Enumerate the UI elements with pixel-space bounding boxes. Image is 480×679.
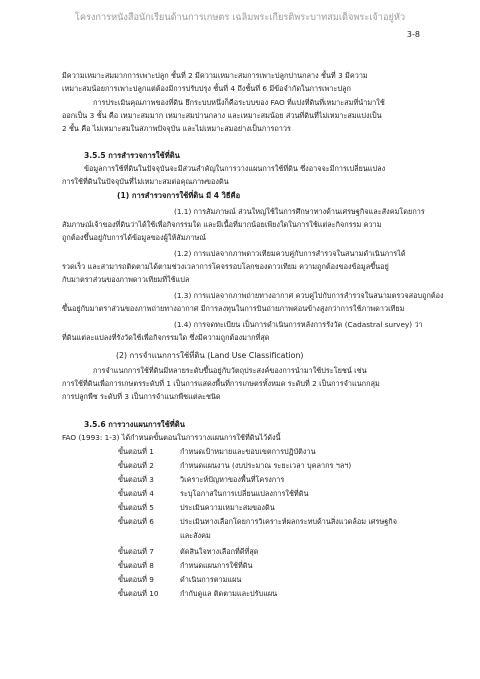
step-text: ดำเนินการตามแผน	[180, 575, 242, 584]
body-line: 2 ชั้น คือ ไม่เหมาะสมในสภาพปัจจุบัน และไม่เหมาะสมอย่างเป็นการถาวร	[62, 124, 291, 133]
body-line: FAO (1993: 1-3) ได้กำหนดขั้นตอนในการวางแผนการใช้ที่ดินไว้ดังนี้	[62, 433, 281, 442]
step-text: กำกับดูแล ติดตามและปรับแผน	[180, 589, 278, 598]
step-label: ขั้นตอนที่ 9	[118, 575, 154, 584]
body-line: สัมภาษณ์เจ้าของที่ดินว่าได้ใช้เพื่อกิจกรรมใด และมีเนื้อที่มากน้อยเพียงใดในการใช้แต่ละกิจกรรม ความ	[62, 220, 382, 229]
body-line: การใช้ที่ดินในปัจจุบันที่ไม่เหมาะสมต่อคุณภาพของดิน	[62, 177, 229, 186]
body-line: ข้อมูลการใช้ที่ดินในปัจจุบันจะมีส่วนสำคัญในการวางแผนการใช้ที่ดิน ซึ่งอาจจะมีการเปลี่ยนแปลง	[84, 164, 386, 173]
step-label: ขั้นตอนที่ 7	[118, 547, 154, 556]
body-line: เหมาะสมน้อยการเพาะปลูกแต่ต้องมีการปรับปรุง ชั้นที่ 4 ถึงชั้นที่ 6 มีข้อจำกัดในการเพาะปลูก	[62, 84, 351, 93]
step-text: วิเคราะห์ปัญหาของพื้นที่โครงการ	[180, 475, 285, 484]
step-text: กำหนดเป้าหมายและขอบเขตการปฏิบัติงาน	[180, 447, 316, 456]
body-line: การประเมินคุณภาพของที่ดิน ยึกระบบหนึ่งก็คือระบบของ FAO ที่แบ่งที่ดินที่เหมาะสมที่นำมาใช้	[93, 98, 385, 107]
body-line: รวดเร็ว และสามารถติดตามได้ตามช่วงเวลาการโคจรรอบโลกของดาวเทียม ความถูกต้องของข้อมูลขึ้นอยู่	[62, 262, 389, 271]
body-line: (1.2) การแปลจากภาพดาวเทียมควบคู่กับการสำรวจในสนามดำเนินการได้	[174, 249, 406, 258]
body-line: ออกเป็น 3 ชั้น คือ เหมาะสมมาก เหมาะสมปานกลาง และเหมาะสมน้อย ส่วนที่ดินที่ไม่เหมาะสมแบ่งเป็น	[62, 111, 382, 120]
body-line: กับมาตราส่วนของภาพดาวเทียมที่ใช้แปล	[62, 275, 190, 284]
step-label: ขั้นตอนที่ 5	[118, 503, 154, 512]
step-label: ขั้นตอนที่ 3	[118, 475, 154, 484]
step-label: ขั้นตอนที่ 8	[118, 561, 154, 570]
step-text: ประเมินความเหมาะสมของดิน	[180, 503, 275, 512]
step-text: กำหนดแผนงาน (งบประมาณ ระยะเวลา บุคลากร ฯลฯ)	[180, 461, 352, 470]
step-label: ขั้นตอนที่ 1	[118, 447, 154, 456]
subsection-heading: (2) การจำแนกการใช้ที่ดิน (Land Use Classification)	[116, 351, 304, 360]
body-line: (1.1) การสัมภาษณ์ ส่วนใหญ่ใช้ในการศึกษาทางด้านเศรษฐกิจและสังคมโดยการ	[174, 207, 425, 216]
running-header-title: โครงการหนังสือนักเรียนด้านการเกษตร เฉลิมพระเกียรติพระบาทสมเด็จพระเจ้าอยู่หัว	[74, 12, 406, 23]
body-line: การจำแนกการใช้ที่ดินมีหลายระดับขึ้นอยู่กับวัตถุประสงค์ของการนำมาใช้ประโยชน์ เช่น	[93, 366, 367, 375]
body-line: การปลูกพืช ระดับที่ 3 เป็นการจำแนกพืชแต่ละชนิด	[62, 392, 221, 401]
page-number: 3-8	[406, 30, 420, 39]
step-text: ตัดสินใจทางเลือกที่ดีที่สุด	[180, 547, 259, 556]
body-line: (1.4) การจดทะเบียน เป็นการดำเนินการหลังการรังวัด (Cadastral survey) ว่า	[174, 320, 423, 329]
step-text: ระบุโอกาสในการเปลี่ยนแปลงการใช้ที่ดิน	[180, 489, 309, 498]
step-text: และสังคม	[180, 531, 211, 540]
body-line: มีความเหมาะสมมากการเพาะปลูก ชั้นที่ 2 มีความเหมาะสมการเพาะปลูกปานกลาง ชั้นที่ 3 มีความ	[62, 71, 368, 80]
body-line: ขึ้นอยู่กับมาตราส่วนของภาพถ่ายทางอากาศ มีการลงทุนในการบินถ่ายภาพค่อนข้างสูงกว่าการใช้ภาพดาวเทียม	[62, 304, 405, 313]
section-heading: 3.5.5 การสำรวจการใช้ที่ดิน	[84, 151, 180, 160]
subsection-heading: (1) การสำรวจการใช้ที่ดิน มี 4 วิธีคือ	[117, 191, 241, 200]
step-text: ประเมินทางเลือกโดยการวิเคราะห์ผลกระทบด้านสิ่งแวดล้อม เศรษฐกิจ	[180, 517, 397, 526]
body-line: ที่ดินแต่ละแปลงที่รังวัดใช้เพื่อกิจกรรมใด ซึ่งมีความถูกต้องมากที่สุด	[62, 333, 270, 342]
section-heading: 3.5.6 การวางแผนการใช้ที่ดิน	[84, 420, 185, 429]
step-label: ขั้นตอนที่ 4	[118, 489, 154, 498]
step-label: ขั้นตอนที่ 10	[118, 589, 159, 598]
body-line: การใช้ที่ดินเพื่อการเกษตรระดับที่ 1 เป็นการแสดงพื้นที่การเกษตรทั้งหมด ระดับที่ 2 เป็นการจำแนกกลุ่ม	[62, 379, 380, 388]
step-label: ขั้นตอนที่ 2	[118, 461, 154, 470]
step-label: ขั้นตอนที่ 6	[118, 517, 154, 526]
body-line: ถูกต้องขึ้นอยู่กับการได้ข้อมูลของผู้ให้สัมภาษณ์	[62, 233, 207, 242]
body-line: (1.3) การแปลจากภาพถ่ายทางอากาศ ควบคู่ไปกับการสำรวจในสนามตรวจสอบถูกต้อง	[174, 291, 444, 300]
step-text: กำหนดแผนการใช้ที่ดิน	[180, 561, 253, 570]
